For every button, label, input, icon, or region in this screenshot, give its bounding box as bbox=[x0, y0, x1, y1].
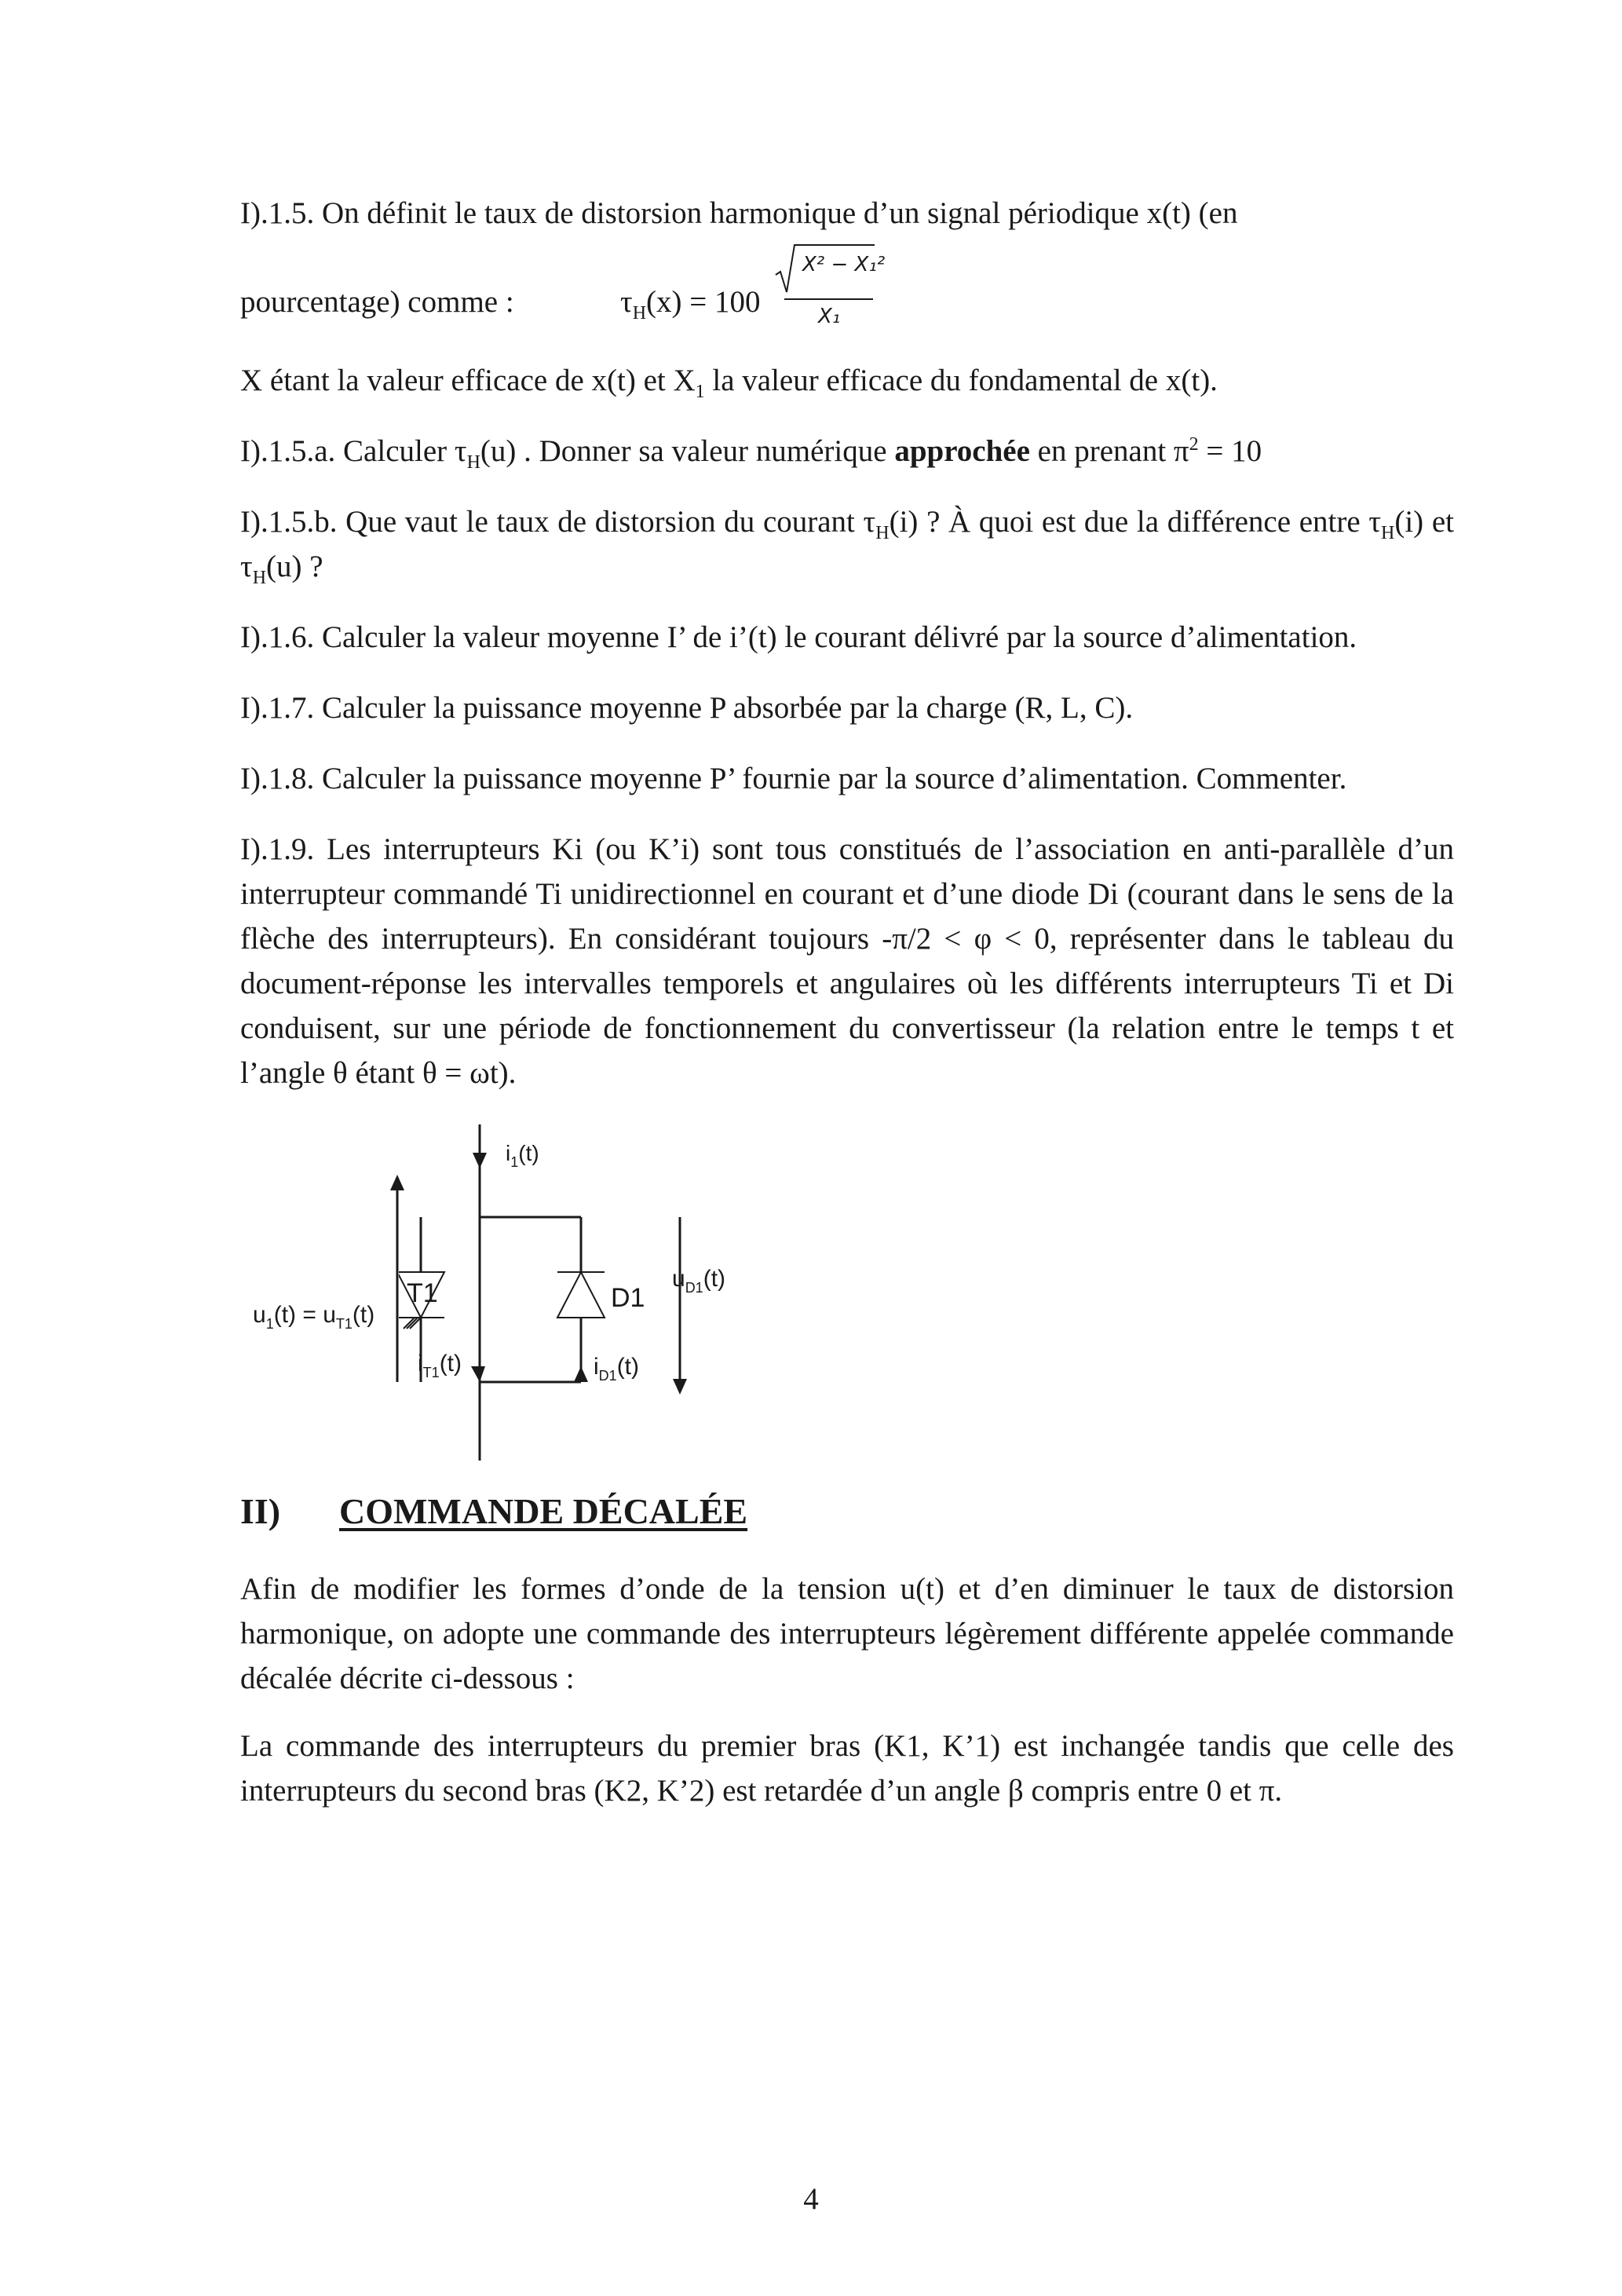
circuit-labels bbox=[253, 1141, 725, 1384]
page-number: 4 bbox=[803, 2182, 819, 2216]
formula-lhs: $\tau_H(x) = 100$ bbox=[620, 285, 761, 324]
section-2-number: II) bbox=[240, 1491, 281, 1531]
definition-text: X étant la valeur efficace de x(t) et $X_1$ la valeur efficace du fondamental de x(t). bbox=[240, 364, 1218, 402]
id1-arrow bbox=[574, 1366, 588, 1382]
question-1-6: I).1.6. Calculer la valeur moyenne I’ de i’(t) le courant délivré par la source d’alimentation. bbox=[240, 620, 1357, 654]
switch-circuit-diagram bbox=[236, 1115, 785, 1476]
label-d1: D1 bbox=[611, 1283, 645, 1313]
fraction-bar bbox=[784, 298, 873, 300]
i1-arrow bbox=[473, 1124, 487, 1168]
label-t1: T1 bbox=[407, 1278, 438, 1308]
distortion-formula bbox=[620, 240, 886, 335]
formula-numerator: X² − X₁² bbox=[802, 253, 886, 276]
section-2-title: COMMANDE DÉCALÉE bbox=[339, 1491, 748, 1531]
question-1-5-intro: I).1.5. On définit le taux de distorsion harmonique d’un signal périodique x(t) (en bbox=[240, 196, 1238, 230]
label-it1: $i_{T1}(t)$ bbox=[418, 1351, 462, 1380]
label-u1: $u_1(t) = u_{T1}(t)$ bbox=[253, 1302, 375, 1332]
formula-denominator: X₁ bbox=[818, 305, 841, 328]
ud1-arrow bbox=[673, 1217, 687, 1395]
it1-arrow bbox=[471, 1366, 485, 1382]
question-1-9: I).1.9. Les interrupteurs Ki (ou K’i) sont tous constitués de l’association en anti-parallèle d’un interrupteur commandé Ti unidirectionnel en courant et d’une diode Di (courant dans le sens de la flèche des interrupteurs). En considérant toujours -π/2 < φ < 0, représenter dans le tableau du document-réponse les intervalles temporels et angulaires où les différents interrupteurs Ti et Di conduisent, sur une période de fonctionnement du convertisseur (la relation entre le temps t et l’angle θ étant θ = ωt). bbox=[240, 832, 1454, 1090]
label-i1: $i_1(t)$ bbox=[506, 1141, 539, 1170]
section-2-paragraph-2: La commande des interrupteurs du premier bras (K1, K’1) est inchangée tandis que celle des interrupteurs du second bras (K2, K’2) est retardée d’un angle β compris entre 0 et π. bbox=[240, 1729, 1454, 1808]
section-2-paragraph-1: Afin de modifier les formes d’onde de la tension u(t) et d’en diminuer le taux de distorsion harmonique, on adopte une commande des interrupteurs légèrement différente appelée commande décalée décrite ci-dessous : bbox=[240, 1572, 1454, 1695]
label-id1: $i_{D1}(t)$ bbox=[594, 1354, 640, 1384]
question-1-5-a: I).1.5.a. Calculer $\tau_H(u)$ . Donner sa valeur numérique approchée en prenant $\pi^2 = 10$ bbox=[240, 434, 1262, 473]
question-1-5-b: I).1.5.b. Que vaut le taux de distorsion du courant $\tau_H(i)$ ? À quoi est due la différence entre $\tau_H(i)$ et $\tau_H(u)$ ? bbox=[240, 505, 1454, 588]
question-1-5-pourcentage: pourcentage) comme : bbox=[240, 285, 514, 319]
question-1-8: I).1.8. Calculer la puissance moyenne P’ fournie par la source d’alimentation. Commenter. bbox=[240, 762, 1347, 795]
label-ud1: $u_{D1}(t)$ bbox=[672, 1266, 726, 1296]
question-1-7: I).1.7. Calculer la puissance moyenne P absorbée par la charge (R, L, C). bbox=[240, 691, 1134, 725]
